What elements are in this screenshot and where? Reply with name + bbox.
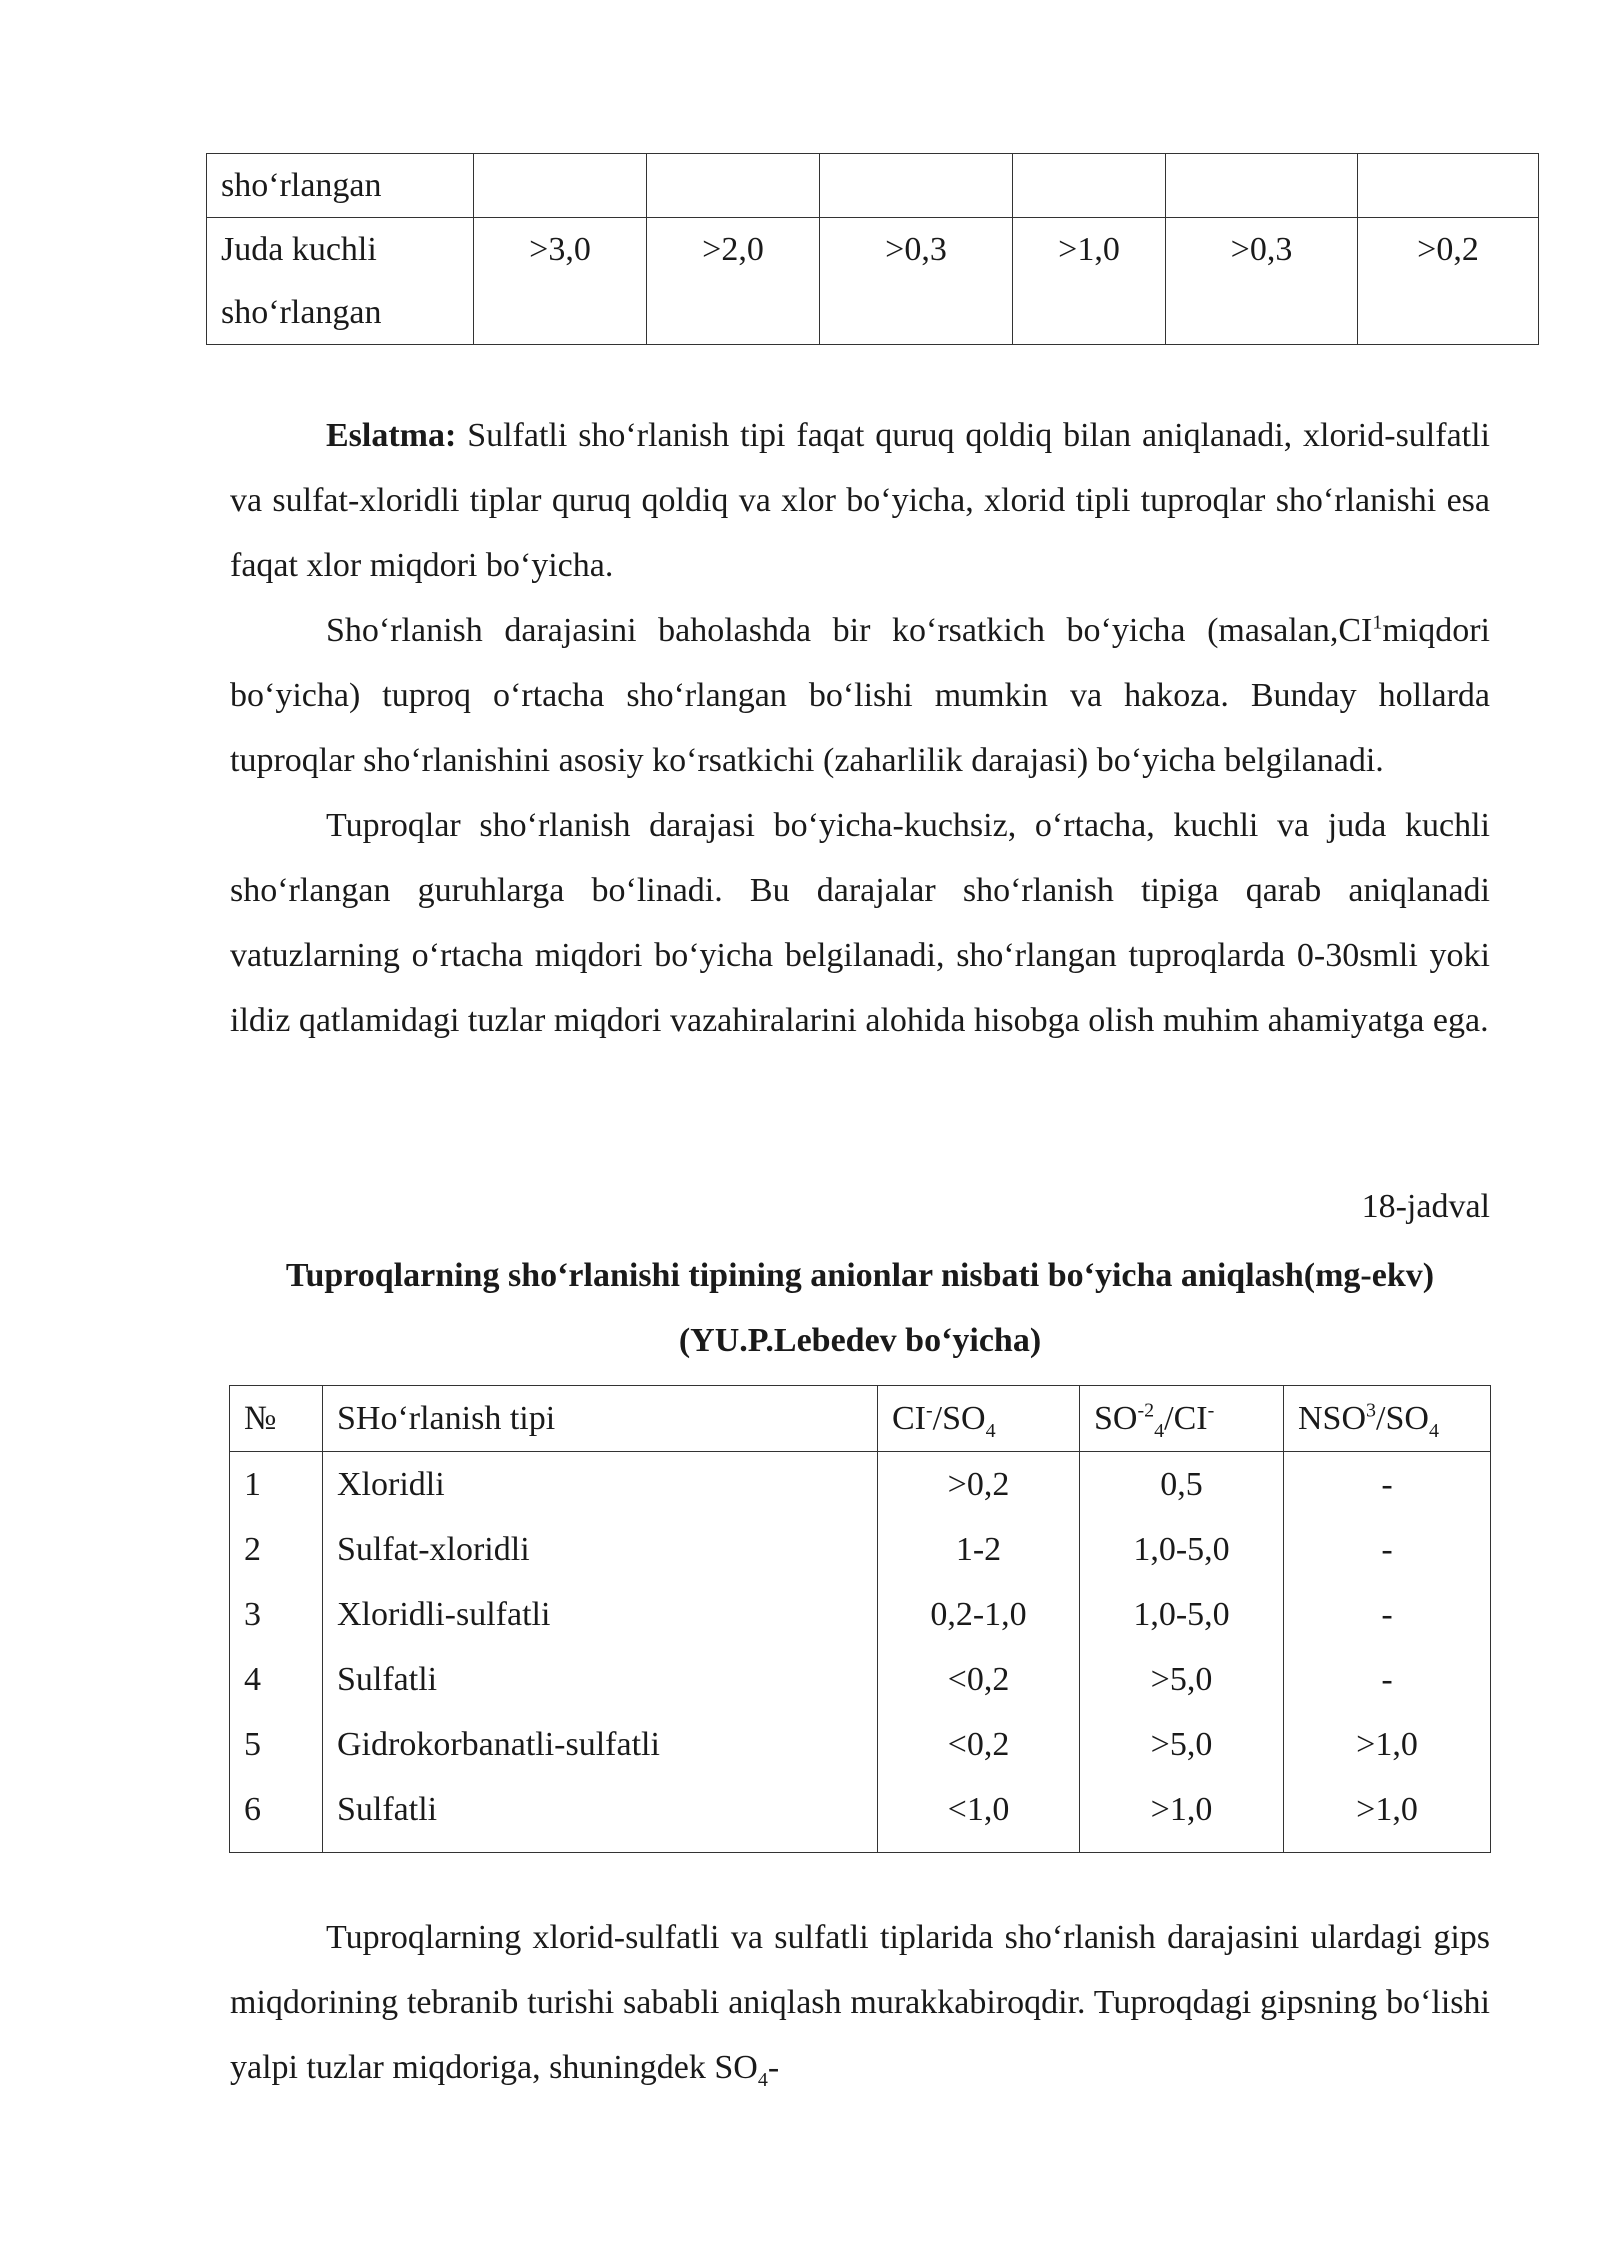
superscript: 1 [1372,611,1383,634]
table-row [207,154,1539,218]
paragraph [230,598,1490,793]
paragraph-text: Tuproqlarning xlorid-sulfatli va sulfatli tiplarida sho‘rlanish darajasini ulardagi gips miqdorining tebranib turishi sababli aniqlash murakkabiroqdir. Tuproqdagi gipsning bo‘lishi yalpi tuzlar miqdoriga, shuningdek SO [230,1919,1490,2086]
row-value: 0,2-1,0 [878,1582,1080,1647]
paragraph-text: Sho‘rlanish darajasini baholashda bir ko‘rsatkich bo‘yicha (masalan,CI [326,612,1373,649]
table-row [230,1452,1491,1518]
body-text-bottom [230,1905,1490,2100]
note-text: Sulfatli sho‘rlanish tipi faqat quruq qoldiq bilan aniqlanadi, xlorid-sulfatli va sulfat-xloridli tiplar quruq qoldiq va xlor bo‘yicha, xlorid tipli tuproqlar sho‘rlanishi esa faqat xlor miqdori bo‘yicha. [230,417,1490,584]
table-cell [1358,154,1539,218]
table-cell: >2,0 [647,218,820,345]
table-cell [647,154,820,218]
row-number: 3 [230,1582,323,1647]
row-value: 0,5 [1080,1452,1284,1518]
row-value: <0,2 [878,1647,1080,1712]
paragraph-text: miqdori bo‘yicha) tuproq o‘rtacha sho‘rlangan bo‘lishi mumkin va hakoza. Bunday hollarda tuproqlar sho‘rlanishini asosiy ko‘rsatkichi (zaharlilik darajasi) bo‘yicha belgilanadi. [230,612,1490,779]
table-cell: >0,3 [820,218,1013,345]
table-row [230,1582,1491,1647]
column-header-number: № [230,1386,323,1452]
salinity-degree-table-fragment [206,153,1539,345]
paragraph-text: - [767,2049,780,2086]
table-cell [1013,154,1166,218]
row-value: - [1284,1647,1491,1712]
table-row [230,1712,1491,1777]
row-value: <1,0 [878,1777,1080,1853]
row-value: >1,0 [1080,1777,1284,1853]
table-row [230,1777,1491,1853]
note-label: Eslatma: [326,417,457,454]
table-row [230,1517,1491,1582]
table-cell [474,154,647,218]
table-cell [820,154,1013,218]
row-number: 5 [230,1712,323,1777]
column-header-hco3-so4: $NSO^3/SO_4$ [1284,1386,1491,1452]
table-row [207,218,1539,345]
row-value: - [1284,1517,1491,1582]
column-header-cl-so4: $CI^-/SO_4$ [878,1386,1080,1452]
row-value: 1,0-5,0 [1080,1582,1284,1647]
row-value: 1,0-5,0 [1080,1517,1284,1582]
column-header-so4-cl: $SO^{-2}_4/CI^-$ [1080,1386,1284,1452]
row-type: Sulfatli [323,1647,878,1712]
table-cell: >3,0 [474,218,647,345]
table-cell [1166,154,1358,218]
table-label: 18-jadval [1361,1188,1490,1225]
row-type: Xloridli-sulfatli [323,1582,878,1647]
row-number: 1 [230,1452,323,1518]
table-cell: Juda kuchli sho‘rlangan [207,218,474,345]
table-cell: >0,2 [1358,218,1539,345]
row-value: >5,0 [1080,1712,1284,1777]
paragraph [230,1905,1490,2100]
body-text [230,403,1490,1053]
row-value: - [1284,1582,1491,1647]
row-value: 1-2 [878,1517,1080,1582]
salinity-type-table [229,1385,1491,1853]
table-cell: sho‘rlangan [207,154,474,218]
row-type: Gidrokorbanatli-sulfatli [323,1712,878,1777]
row-type: Xloridli [323,1452,878,1518]
note-paragraph [230,403,1490,598]
table-row [230,1647,1491,1712]
column-header-type: SHo‘rlanish tipi [323,1386,878,1452]
row-value: <0,2 [878,1712,1080,1777]
row-value: >1,0 [1284,1777,1491,1853]
table-cell: >0,3 [1166,218,1358,345]
row-type: Sulfatli [323,1777,878,1853]
row-number: 2 [230,1517,323,1582]
row-value: >0,2 [878,1452,1080,1518]
table-header-row [230,1386,1491,1452]
row-type: Sulfat-xloridli [323,1517,878,1582]
subscript: 4 [757,2068,768,2091]
row-number: 4 [230,1647,323,1712]
row-value: >5,0 [1080,1647,1284,1712]
table-cell: >1,0 [1013,218,1166,345]
row-number: 6 [230,1777,323,1853]
row-value: - [1284,1452,1491,1518]
table-title: Tuproqlarning sho‘rlanishi tipining anionlar nisbati bo‘yicha aniqlash(mg-ekv)(YU.P.Lebedev bo‘yicha) [285,1257,1435,1359]
row-value: >1,0 [1284,1712,1491,1777]
paragraph: Tuproqlar sho‘rlanish darajasi bo‘yicha-kuchsiz, o‘rtacha, kuchli va juda kuchli sho‘rlangan guruhlarga bo‘linadi. Bu darajalar sho‘rlanish tipiga qarab aniqlanadi vatuzlarning o‘rtacha miqdori bo‘yicha belgilanadi, sho‘rlangan tuproqlarda 0-30smli yoki ildiz qatlamidagi tuzlar miqdori vazahiralarini alohida hisobga olish muhim ahamiyatga ega. [230,807,1490,1039]
